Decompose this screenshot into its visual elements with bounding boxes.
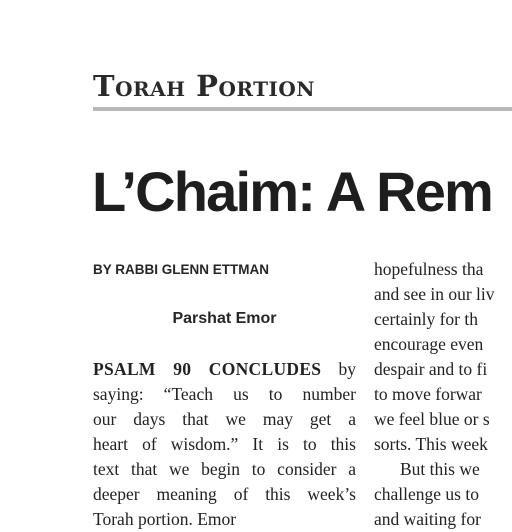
- article-subhead: Parshat Emor: [172, 310, 277, 327]
- text-line: [93, 357, 356, 382]
- text-line: sorts. This week: [374, 434, 488, 454]
- article-column-right: [374, 257, 512, 532]
- text-line: certainly for th: [374, 309, 478, 329]
- text-line: we feel blue or s: [374, 409, 490, 429]
- article-column-left: [93, 357, 356, 532]
- text-line: hopefulness tha: [374, 259, 484, 279]
- text-line: deeper meaning of this week’s: [93, 484, 356, 504]
- lead-in-caps: PSALM 90 CONCLUDES: [93, 359, 322, 379]
- section-divider: [93, 107, 512, 111]
- text-line: and waiting for: [374, 509, 481, 529]
- text-line: Torah portion. Emor: [93, 509, 237, 529]
- article-headline: L’Chaim: A Rem: [92, 160, 493, 223]
- text-line: saying: “Teach us to number: [93, 384, 356, 404]
- article-byline: BY RABBI GLENN ETTMAN: [93, 262, 270, 277]
- text-line: to move forwar: [374, 384, 482, 404]
- text-line: But this we: [400, 459, 480, 479]
- text-line: encourage even: [374, 334, 484, 354]
- text-fragment: by: [321, 359, 356, 379]
- section-title: Torah Portion: [93, 69, 316, 103]
- text-line: text that we begin to consider a: [93, 459, 356, 479]
- text-line: challenge us to: [374, 484, 479, 504]
- text-line: our days that we may get a: [93, 409, 356, 429]
- text-line: despair and to fi: [374, 359, 488, 379]
- text-line: and see in our liv: [374, 284, 495, 304]
- text-line: heart of wisdom.” It is to this: [93, 434, 356, 454]
